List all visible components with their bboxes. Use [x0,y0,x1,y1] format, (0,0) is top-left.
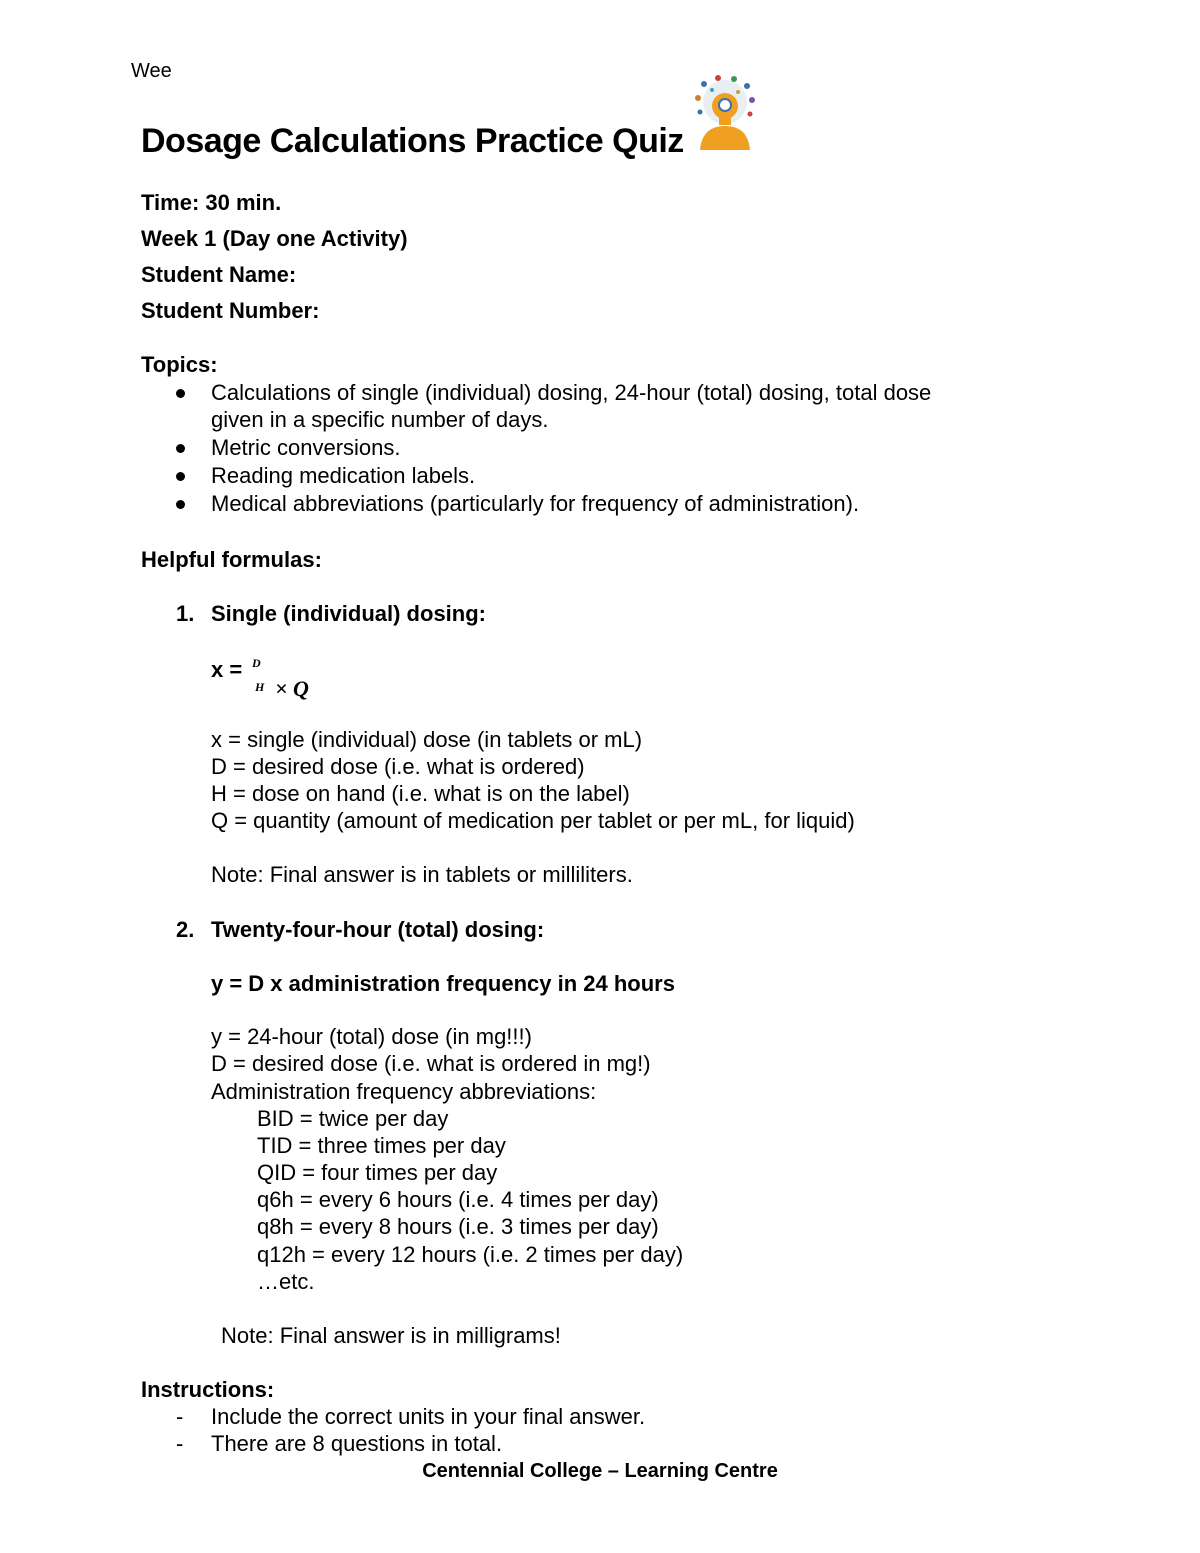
formula-2-number: 2. [176,917,195,942]
formula-2-equation: y = D x administration frequency in 24 hours [211,971,675,996]
topic-item: Medical abbreviations (particularly for frequency of administration). [211,491,860,516]
time-label: Time: 30 min. [141,190,282,215]
formula-1-denominator: H [255,680,265,694]
brain-head-logo-icon [690,72,760,152]
instruction-item: There are 8 questions in total. [211,1431,503,1456]
bullet-icon [176,444,185,453]
formula-1-numerator: D [252,656,261,670]
dash-marker: - [176,1431,184,1456]
header-author-mark: Wee [131,60,172,82]
formula-2-definition: Administration frequency abbreviations: [211,1079,597,1104]
dash-marker: - [176,1404,184,1429]
formula-2-definition: D = desired dose (i.e. what is ordered in mg!) [211,1051,651,1076]
week-label: Week 1 (Day one Activity) [141,226,408,251]
formula-1-times-q: × Q [275,676,309,701]
student-number-label: Student Number: [141,298,320,323]
formula-1-title: Single (individual) dosing: [211,601,486,626]
formula-1-lhs: x = [211,657,243,682]
formula-1-number: 1. [176,601,195,626]
bullet-icon [176,500,185,509]
formula-1-definition: H = dose on hand (i.e. what is on the label) [211,781,630,806]
instruction-item: Include the correct units in your final answer. [211,1404,646,1429]
topics-heading: Topics: [141,352,218,377]
frequency-abbreviation-etc: …etc. [257,1269,315,1294]
frequency-abbreviation: BID = twice per day [257,1106,449,1131]
frequency-abbreviation: q6h = every 6 hours (i.e. 4 times per day) [257,1187,659,1212]
formula-2-note: Note: Final answer is in milligrams! [221,1323,561,1348]
frequency-abbreviation: TID = three times per day [257,1133,506,1158]
formula-1-definition: x = single (individual) dose (in tablets or mL) [211,727,643,752]
frequency-abbreviation: q8h = every 8 hours (i.e. 3 times per day) [257,1214,659,1239]
topic-item: Reading medication labels. [211,463,476,488]
student-name-label: Student Name: [141,262,297,287]
instructions-heading: Instructions: [141,1377,275,1402]
topic-item: Calculations of single (individual) dosing, 24-hour (total) dosing, total dose [211,380,932,405]
formula-1-definition: Q = quantity (amount of medication per tablet or per mL, for liquid) [211,808,855,833]
formulas-heading: Helpful formulas: [141,547,322,572]
formula-2-title: Twenty-four-hour (total) dosing: [211,917,545,942]
frequency-abbreviation: QID = four times per day [257,1160,498,1185]
bullet-icon [176,389,185,398]
formula-1-definition: D = desired dose (i.e. what is ordered) [211,754,585,779]
bullet-icon [176,472,185,481]
page-footer: Centennial College – Learning Centre [422,1460,778,1482]
formula-2-definition: y = 24-hour (total) dose (in mg!!!) [211,1024,532,1049]
frequency-abbreviation: q12h = every 12 hours (i.e. 2 times per day) [257,1242,684,1267]
formula-1-note: Note: Final answer is in tablets or milliliters. [211,862,633,887]
topic-item-continued: given in a specific number of days. [211,407,549,432]
page-title: Dosage Calculations Practice Quiz [141,122,684,160]
topic-item: Metric conversions. [211,435,401,460]
